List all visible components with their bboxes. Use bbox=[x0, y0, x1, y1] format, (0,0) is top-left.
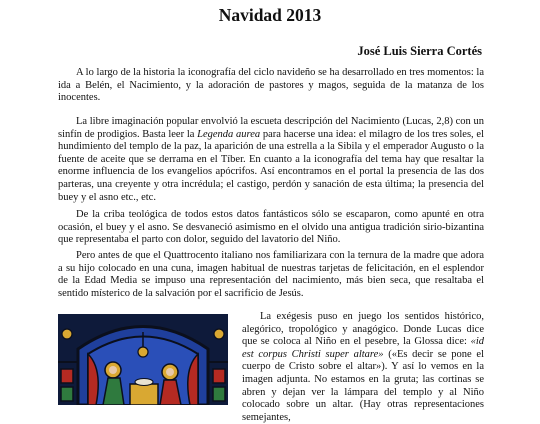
paragraph-4: Pero antes de que el Quattrocento italiano nos familiarizara con la ternura de la madre que adora a su hijo colocado en una cuna, imagen habitual de nuestras tarjetas de felicitación, en el esplendor de la Edad Media se impuso una representación del nacimiento, más bien seca, que resaltaba el sentido místerico de la salvación por el sacrificio de Jesús. bbox=[58, 250, 484, 299]
paragraph-2 bbox=[58, 116, 484, 204]
paragraph-1: A lo largo de la historia la iconografía del ciclo navideño se ha desarrollado en tres momentos: la ida a Belén, el Nacimiento, y la adoración de pastores y magos, seguida de la matanza de los inocentes. bbox=[58, 67, 484, 104]
page-title: Navidad 2013 bbox=[218, 5, 322, 25]
stained-glass-nativity-image bbox=[58, 314, 228, 405]
paragraph-5-text-a: La exégesis puso en juego los sentidos histórico, alegórico, tropológico y anagógico. Donde Lucas dice que se coloca al Niño en el pesebre, la Glossa dice: bbox=[242, 311, 484, 348]
paragraph-5 bbox=[242, 311, 484, 424]
paragraph-3-text: De la criba teológica de todos estos datos fantásticos sólo se escaparon, como apunté en otra ocasión, el buey y el asno. Se desvaneció asimismo en el olvido una antigua tradición sirio-bizantina que representaba el parto con dolor, seguido del lavatorio del Niño. bbox=[58, 209, 484, 246]
paragraph-2-text-a: La libre imaginación popular envolvió la escueta descripción del Nacimiento (Lucas, 2,8) con un sinfín de prodigios. Basta leer la bbox=[58, 116, 484, 140]
paragraph-2-text-b: para hacerse una idea: el milagro de los tres soles, el hundimiento del templo de la paz, la aparición de una estrella a la Sibila y el emperador Augusto o la fuente de aceite que se derrama en el Tíber. En cuanto a la iconografía del tema hay que resaltar la enorme influencia de los evangelios apócrifos. Así encontramos en el portal la presencia de las dos parteras, una creyente y otra incrédula; el castigo, perdón y sanación de esta última; la presencia del buey y el asno etc., etc. bbox=[58, 128, 484, 203]
author-name: José Luis Sierra Cortés bbox=[357, 44, 482, 58]
legenda-aurea-italic: Legenda aurea bbox=[197, 128, 261, 140]
paragraph-5-text-b: («Es decir se pone el cuerpo de Cristo sobre el altar»). Y así lo vemos en la imagen adjunta. No estamos en la gruta; las cortinas se abren y dejan ver la lámpara del templo y al Niño colocado sobre un altar. (Hay otras representaciones semejantes, bbox=[242, 348, 484, 423]
glossa-quote-italic: «id est corpus Christi super altare» bbox=[242, 336, 484, 360]
paragraph-3 bbox=[58, 209, 484, 247]
stained-glass-svg bbox=[58, 314, 228, 405]
